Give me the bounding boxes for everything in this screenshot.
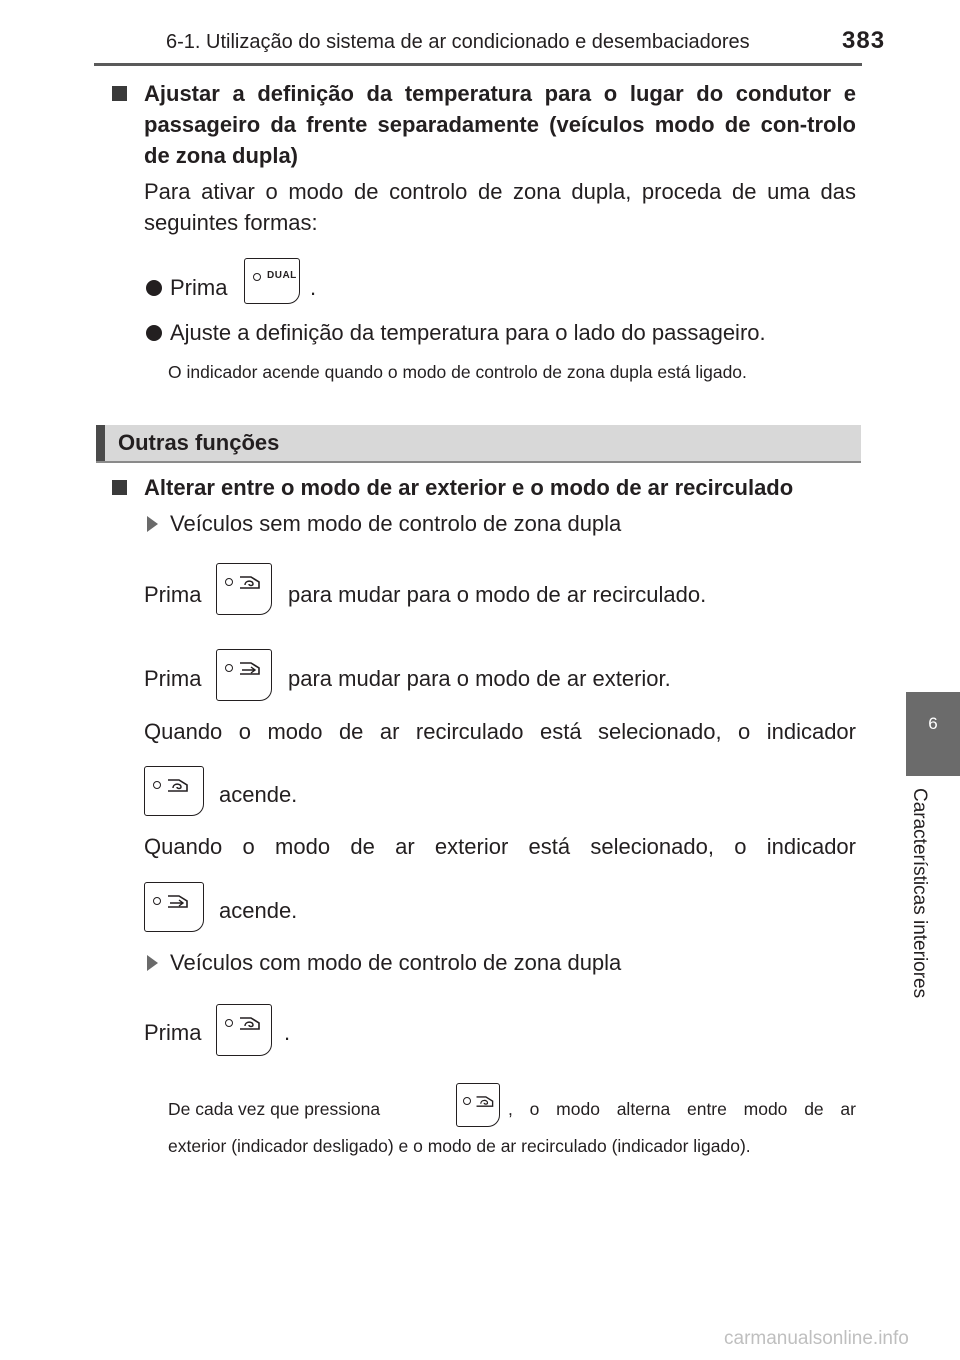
chapter-tab: [906, 692, 960, 776]
band-accent: [96, 425, 105, 461]
outside-air-indicator-icon: [144, 882, 204, 932]
square-bullet-icon: [112, 480, 127, 495]
recirculate-instruction: para mudar para o modo de ar recirculado.: [288, 582, 707, 607]
recirculated-air-icon: [474, 1093, 496, 1111]
square-bullet-icon: [112, 86, 127, 101]
band-title: Outras funções: [118, 430, 280, 455]
watermark: carmanualsonline.info: [724, 1328, 909, 1349]
round-bullet-icon: [146, 280, 162, 296]
outside-instruction: para mudar para o modo de ar exterior.: [288, 666, 671, 691]
recirculated-air-icon: [237, 573, 263, 593]
recirculated-air-icon: [165, 776, 191, 796]
indicator-lamp-icon: [253, 273, 261, 281]
recirculated-air-button-icon: [216, 1004, 272, 1056]
triangle-bullet-icon: [147, 516, 158, 532]
note-prefix: De cada vez que pressiona: [168, 1099, 381, 1119]
dual-button-label: DUAL: [267, 270, 297, 281]
section-band: [96, 425, 861, 463]
subheading-with-dual: Veículos com modo de controlo de zona dupla: [170, 950, 622, 975]
acende-text: acende.: [219, 782, 298, 807]
page-number: 383: [842, 27, 886, 54]
acende-text: acende.: [219, 898, 298, 923]
bullet-passenger-text: Ajuste a definição da temperatura para o lado do passageiro.: [170, 320, 766, 345]
intro-paragraph: Para ativar o modo de controlo de zona dupla, proceda de uma das seguintes formas:: [144, 179, 856, 235]
outside-indicator-text: Quando o modo de ar exterior está selecionado, o indicador: [144, 834, 856, 859]
header-rule: [94, 63, 862, 66]
outside-air-icon: [237, 659, 263, 679]
prima-text: Prima: [144, 1020, 202, 1045]
recirculated-air-indicator-icon: [144, 766, 204, 816]
prima-text: Prima: [144, 582, 202, 607]
recirculated-air-icon: [237, 1014, 263, 1034]
indicator-lamp-icon: [463, 1097, 471, 1105]
chapter-number: 6: [928, 714, 938, 733]
heading-text: Ajustar a definição da temperatura para o lugar do condutor e passageiro da frente separadamente (veículos modo de con-trolo de zona dupla): [144, 81, 856, 168]
prima-text: Prima: [144, 666, 202, 691]
round-bullet-icon: [146, 325, 162, 341]
note-rest: exterior (indicador desligado) e o modo de ar recirculado (indicador ligado).: [168, 1136, 751, 1156]
indicator-lamp-icon: [225, 664, 233, 672]
indicator-lamp-icon: [153, 781, 161, 789]
recirculated-air-button-icon: [216, 563, 272, 615]
note-suffix: , o modo alterna entre modo de ar: [508, 1099, 856, 1119]
running-header: 6-1. Utilização do sistema de ar condicionado e desembaciadores: [166, 31, 750, 53]
triangle-bullet-icon: [147, 955, 158, 971]
bullet-period: .: [310, 275, 317, 300]
chapter-label: Características interiores: [909, 788, 930, 999]
dual-zone-note: O indicador acende quando o modo de controlo de zona dupla está ligado.: [168, 362, 747, 382]
outside-air-button-icon: [216, 649, 272, 701]
indicator-lamp-icon: [225, 1019, 233, 1027]
indicator-lamp-icon: [225, 578, 233, 586]
subheading-no-dual: Veículos sem modo de controlo de zona dupla: [170, 511, 622, 536]
period: .: [284, 1020, 291, 1045]
indicator-lamp-icon: [153, 897, 161, 905]
bullet-prima-text: Prima: [170, 275, 228, 300]
heading-text: Alterar entre o modo de ar exterior e o modo de ar recirculado: [144, 475, 794, 500]
recirculated-air-button-icon: [456, 1083, 500, 1127]
outside-air-icon: [165, 892, 191, 912]
dual-button-icon: [244, 258, 300, 304]
recirc-indicator-text: Quando o modo de ar recirculado está selecionado, o indicador: [144, 719, 856, 744]
